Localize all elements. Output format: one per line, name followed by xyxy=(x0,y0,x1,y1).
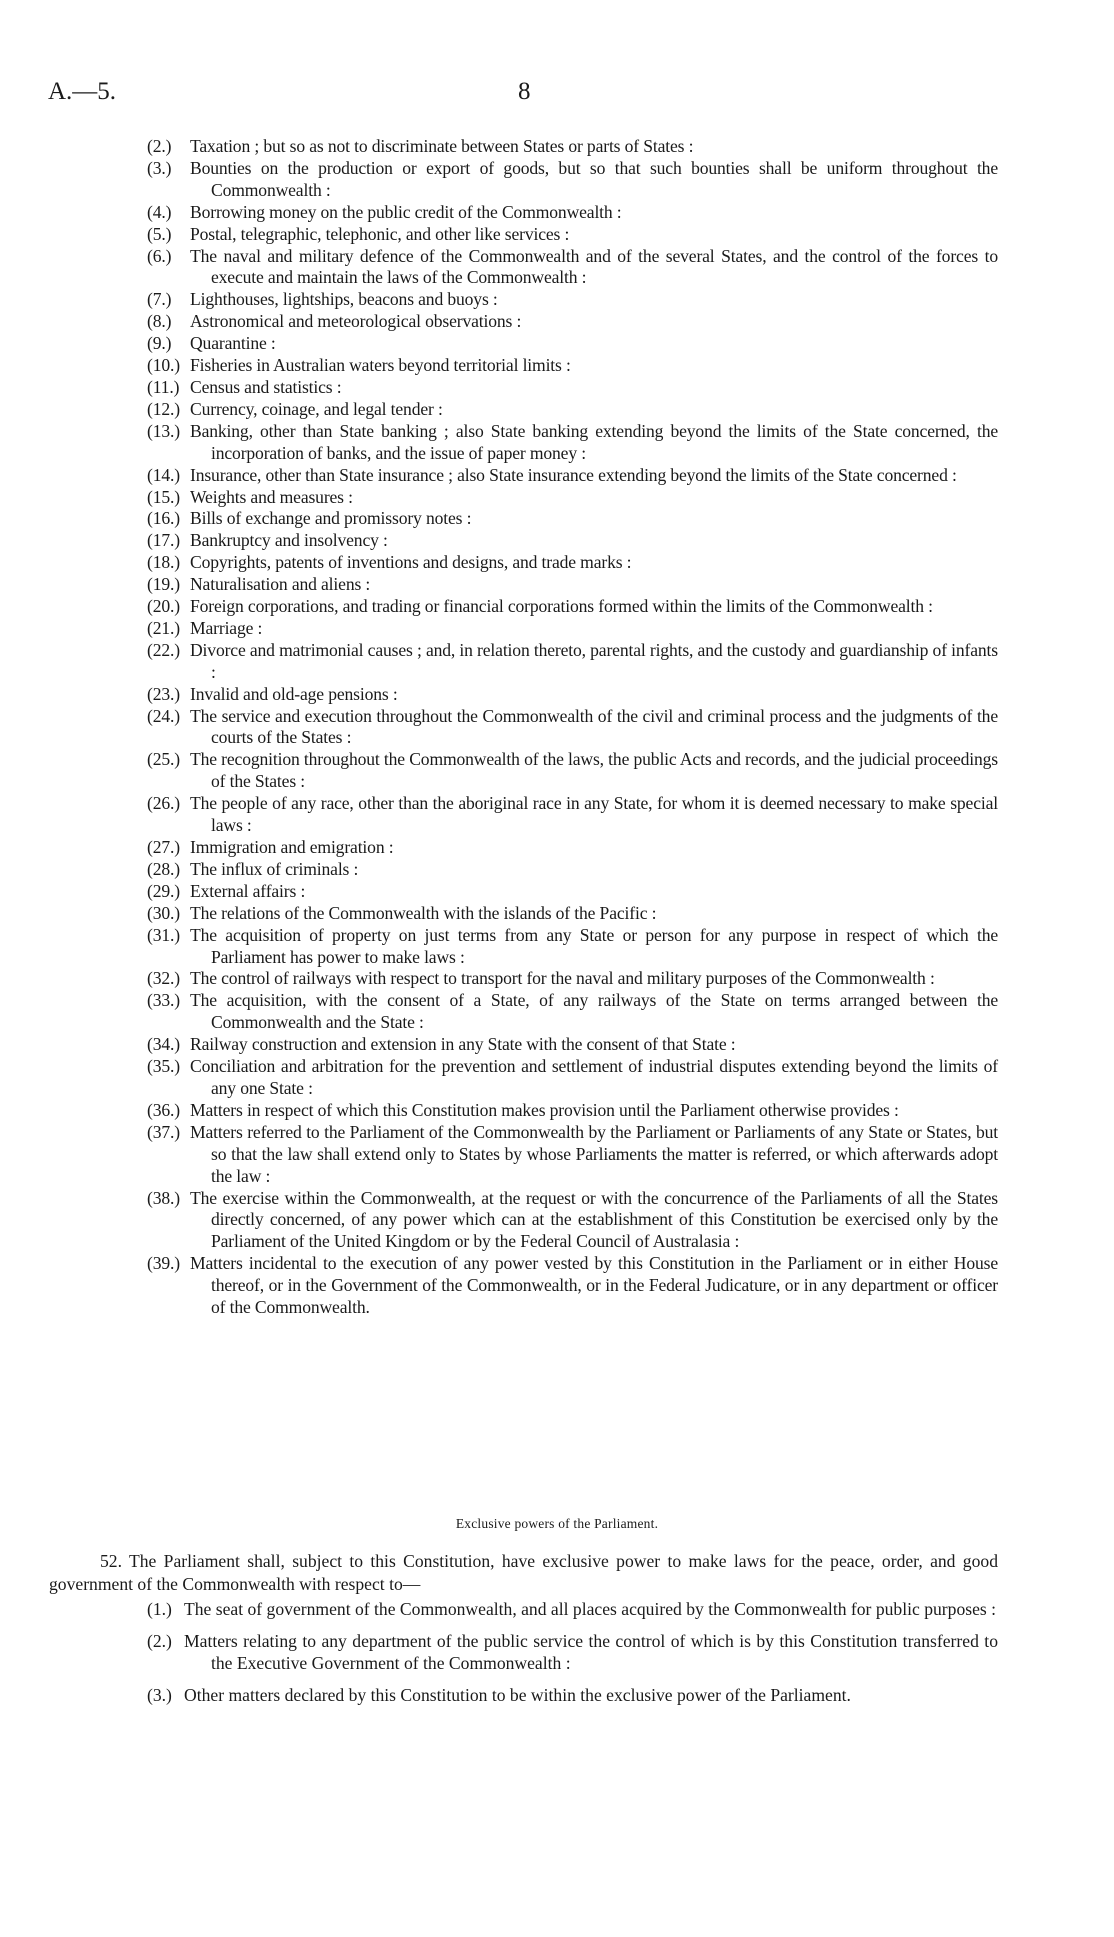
list-item xyxy=(147,618,998,640)
item-number: (9.) xyxy=(147,333,172,354)
item-number: (19.) xyxy=(147,574,180,595)
list-item xyxy=(147,465,998,487)
list-item xyxy=(147,158,998,202)
item-text: Divorce and matrimonial causes ; and, in relation thereto, parental rights, and the custody and guardianship of infants : xyxy=(190,639,998,682)
item-number: (4.) xyxy=(147,201,172,222)
item-number: (28.) xyxy=(147,858,180,879)
item-number: (7.) xyxy=(147,289,172,310)
list-item xyxy=(147,552,998,574)
list-item xyxy=(147,1253,998,1319)
item-number: (24.) xyxy=(147,705,180,726)
item-text: Foreign corporations, and trading or financial corporations formed within the limits of the Commonwealth : xyxy=(190,596,933,617)
list-item xyxy=(147,421,998,465)
item-number: (30.) xyxy=(147,902,180,923)
item-number: (2.) xyxy=(147,1630,172,1651)
item-number: (17.) xyxy=(147,530,180,551)
item-text: Census and statistics : xyxy=(190,376,342,397)
list-item xyxy=(147,574,998,596)
list-item xyxy=(147,1034,998,1056)
item-text: The influx of criminals : xyxy=(190,858,359,879)
item-text: Quarantine : xyxy=(190,333,276,354)
item-number: (8.) xyxy=(147,311,172,332)
item-text: Railway construction and extension in any State with the consent of that State : xyxy=(190,1034,736,1055)
list-item xyxy=(147,224,998,246)
item-number: (1.) xyxy=(147,1599,172,1619)
list-item xyxy=(147,968,998,990)
item-text: Bounties on the production or export of goods, but so that such bounties shall be uniform throughout the Commonwealth : xyxy=(190,157,998,200)
item-number: (11.) xyxy=(147,376,180,397)
item-number: (13.) xyxy=(147,420,180,441)
item-text: Astronomical and meteorological observations : xyxy=(190,311,522,332)
item-number: (31.) xyxy=(147,924,180,945)
item-number: (38.) xyxy=(147,1187,180,1208)
page-number: 8 xyxy=(518,78,531,105)
item-number: (14.) xyxy=(147,464,180,485)
list-item xyxy=(147,1122,998,1188)
item-number: (5.) xyxy=(147,223,172,244)
item-text: Copyrights, patents of inventions and designs, and trade marks : xyxy=(190,552,632,573)
item-text: Postal, telegraphic, telephonic, and other like services : xyxy=(190,223,570,244)
item-number: (37.) xyxy=(147,1121,180,1142)
list-item xyxy=(147,530,998,552)
item-number: (16.) xyxy=(147,508,180,529)
item-text: The exercise within the Commonwealth, at the request or with the concurrence of the Parliaments of all the States directly concerned, of any power which can at the establishment of this Constitution be exercised only by the Parliament of the United Kingdom or by the Federal Council of Australasia : xyxy=(190,1187,998,1252)
item-text: Matters in respect of which this Constitution makes provision until the Parliament otherwise provides : xyxy=(190,1099,899,1120)
item-text: Lighthouses, lightships, beacons and buoys : xyxy=(190,289,498,310)
item-number: (12.) xyxy=(147,398,180,419)
section-52-paragraph: 52. The Parliament shall, subject to this Constitution, have exclusive power to make laws for the peace, order, and good government of the Commonwealth with respect to— xyxy=(49,1551,998,1594)
list-item xyxy=(147,859,998,881)
list-item xyxy=(147,508,998,530)
list-item xyxy=(147,793,998,837)
list-item xyxy=(147,355,998,377)
list-item xyxy=(147,990,998,1034)
section-heading: Exclusive powers of the Parliament. xyxy=(455,1516,659,1531)
item-text: Currency, coinage, and legal tender : xyxy=(190,398,443,419)
item-number: (6.) xyxy=(147,245,172,266)
list-item xyxy=(147,640,998,684)
item-text: Weights and measures : xyxy=(190,486,353,507)
list-item xyxy=(147,399,998,421)
item-text: Other matters declared by this Constitution to be within the exclusive power of the Parliament. xyxy=(184,1684,851,1705)
item-text: Marriage : xyxy=(190,617,263,638)
item-number: (18.) xyxy=(147,552,180,573)
item-text: The naval and military defence of the Commonwealth and of the several States, and the control of the forces to execute and maintain the laws of the Commonwealth : xyxy=(190,245,998,288)
list-item xyxy=(147,925,998,969)
list-item xyxy=(147,136,998,158)
item-text: The relations of the Commonwealth with the islands of the Pacific : xyxy=(190,902,657,923)
list-item xyxy=(147,837,998,859)
item-text: Matters referred to the Parliament of the Commonwealth by the Parliament or Parliaments of any State or States, but so that the law shall extend only to States by whose Parliaments the matter is referred, or which afterwards adopt the law : xyxy=(190,1121,998,1186)
item-text: Insurance, other than State insurance ; also State insurance extending beyond the limits of the State concerned : xyxy=(190,464,957,485)
item-text: External affairs : xyxy=(190,880,306,901)
item-text: Matters relating to any department of the public service the control of which is by this Constitution transferred to the Executive Government of the Commonwealth : xyxy=(184,1630,998,1673)
list-item xyxy=(147,1100,998,1122)
item-text: Banking, other than State banking ; also State banking extending beyond the limits of the State concerned, the incorporation of banks, and the issue of paper money : xyxy=(190,420,998,463)
item-number: (2.) xyxy=(147,136,172,156)
list-item xyxy=(147,1684,998,1707)
item-text: The control of railways with respect to transport for the naval and military purposes of the Commonwealth : xyxy=(190,968,935,989)
item-number: (27.) xyxy=(147,837,180,857)
item-text: The people of any race, other than the aboriginal race in any State, for whom it is deemed necessary to make special laws : xyxy=(190,793,998,836)
list-item xyxy=(147,333,998,355)
item-number: (22.) xyxy=(147,639,180,660)
item-text: Conciliation and arbitration for the prevention and settlement of industrial disputes extending beyond the limits of any one State : xyxy=(190,1056,998,1098)
item-number: (3.) xyxy=(147,157,172,178)
item-number: (36.) xyxy=(147,1099,180,1120)
item-number: (21.) xyxy=(147,617,180,638)
item-number: (23.) xyxy=(147,683,180,704)
item-text: Taxation ; but so as not to discriminate between States or parts of States : xyxy=(190,136,694,156)
list-item xyxy=(147,289,998,311)
list-item xyxy=(147,1188,998,1254)
list-item xyxy=(147,596,998,618)
list-item xyxy=(147,1630,998,1675)
item-number: (26.) xyxy=(147,793,180,814)
item-number: (32.) xyxy=(147,968,180,989)
list-item xyxy=(147,487,998,509)
list-item xyxy=(147,749,998,793)
item-number: (3.) xyxy=(147,1684,172,1705)
list-item xyxy=(147,311,998,333)
item-number: (29.) xyxy=(147,880,180,901)
item-number: (25.) xyxy=(147,749,180,770)
item-number: (35.) xyxy=(147,1056,180,1077)
item-text: Bills of exchange and promissory notes : xyxy=(190,508,472,529)
item-text: The acquisition of property on just terms from any State or person for any purpose in respect of which the Parliament has power to make laws : xyxy=(190,924,998,967)
list-item xyxy=(147,246,998,290)
item-text: Borrowing money on the public credit of the Commonwealth : xyxy=(190,201,622,222)
item-text: Immigration and emigration : xyxy=(190,837,394,857)
item-number: (10.) xyxy=(147,355,180,376)
item-text: The service and execution throughout the Commonwealth of the civil and criminal process and the judgments of the courts of the States : xyxy=(190,705,998,748)
list-item xyxy=(147,1598,998,1621)
list-item xyxy=(147,1056,998,1100)
item-text: The recognition throughout the Commonwealth of the laws, the public Acts and records, and the judicial proceedings of the States : xyxy=(190,749,998,792)
list-item xyxy=(147,202,998,224)
list-item xyxy=(147,377,998,399)
item-text: Bankruptcy and insolvency : xyxy=(190,530,388,551)
item-number: (15.) xyxy=(147,486,180,507)
list-item xyxy=(147,706,998,750)
item-text: The seat of government of the Commonwealth, and all places acquired by the Commonwealth for public purposes : xyxy=(184,1599,997,1619)
powers-list xyxy=(147,136,998,1319)
item-number: (39.) xyxy=(147,1253,180,1274)
list-item xyxy=(147,903,998,925)
exclusive-powers-list xyxy=(147,1598,998,1715)
item-text: Matters incidental to the execution of any power vested by this Constitution in the Parliament or in either House thereof, or in the Government of the Commonwealth, or in the Federal Judicature, or in any department or officer of the Commonwealth. xyxy=(190,1253,998,1318)
item-number: (33.) xyxy=(147,990,180,1011)
item-text: The acquisition, with the consent of a State, of any railways of the State on terms arranged between the Commonwealth and the State : xyxy=(190,990,998,1033)
document-reference: A.—5. xyxy=(48,78,117,105)
item-number: (34.) xyxy=(147,1034,180,1055)
item-number: (20.) xyxy=(147,596,180,617)
list-item xyxy=(147,684,998,706)
item-text: Naturalisation and aliens : xyxy=(190,574,371,595)
item-text: Invalid and old-age pensions : xyxy=(190,683,398,704)
item-text: Fisheries in Australian waters beyond territorial limits : xyxy=(190,355,571,376)
list-item xyxy=(147,881,998,903)
